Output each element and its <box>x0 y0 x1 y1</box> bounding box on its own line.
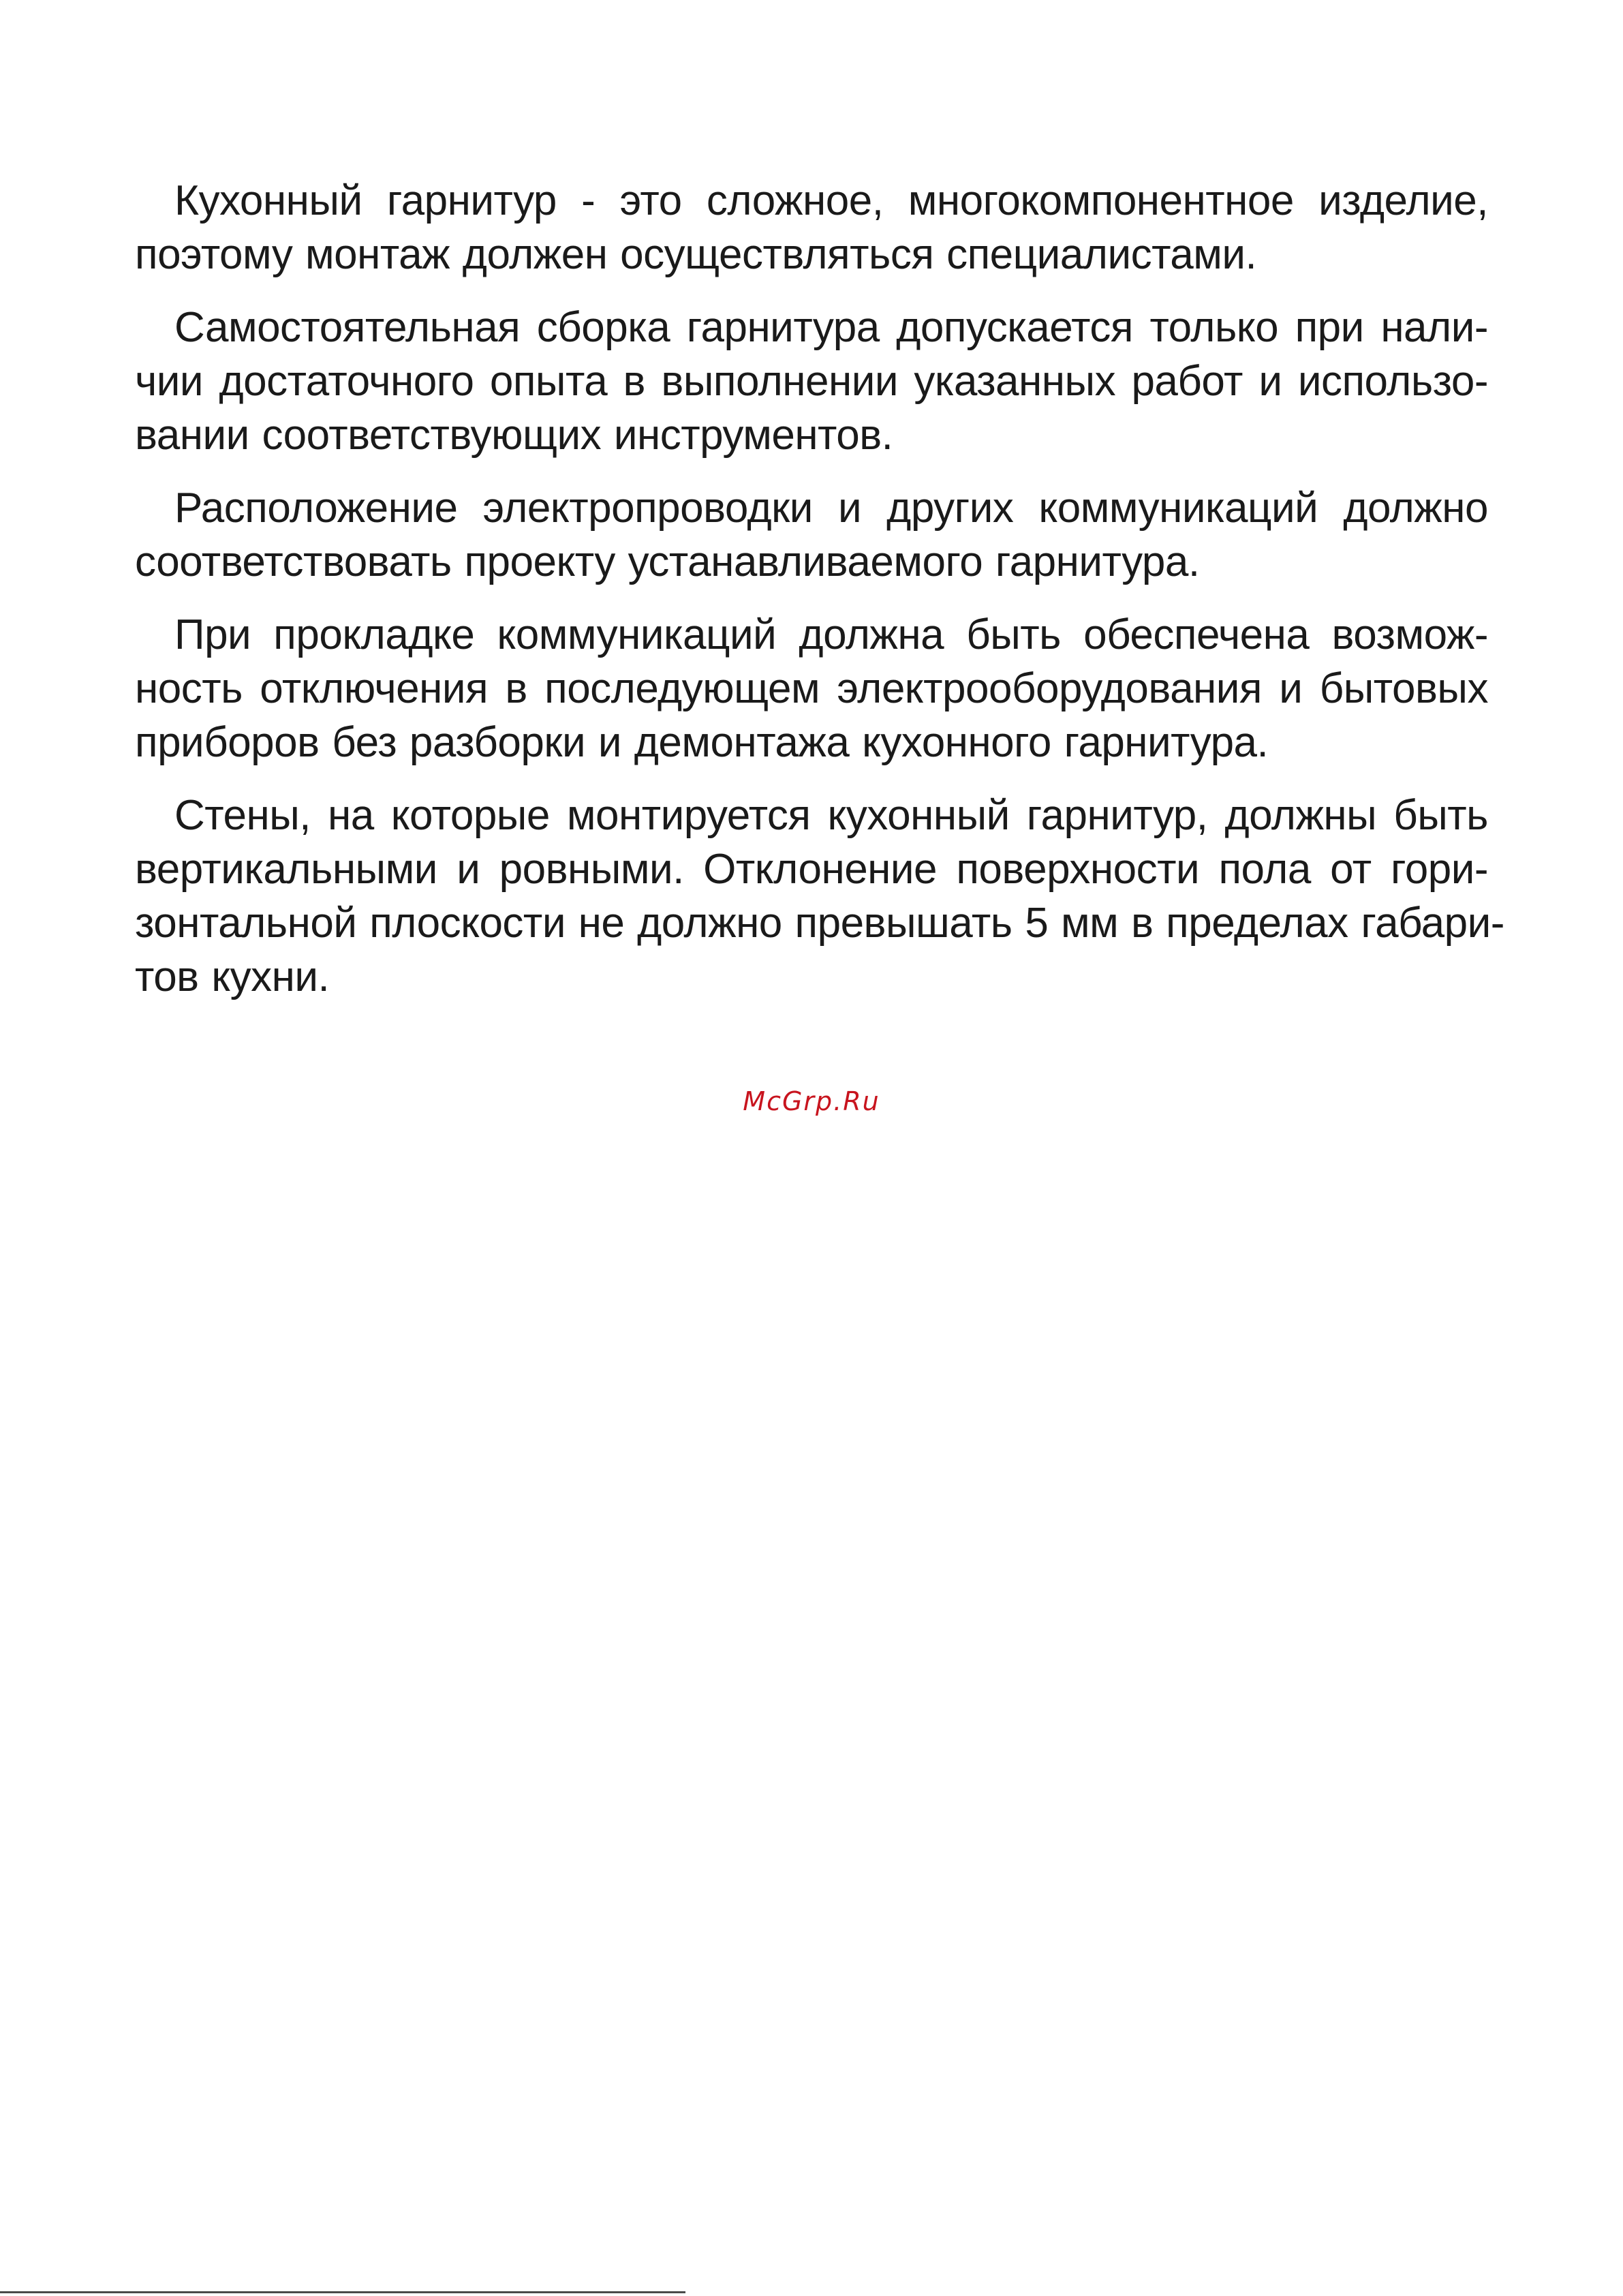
paragraph-line: поэтому монтаж должен осуществляться специалистами. <box>135 231 1257 278</box>
paragraph-line: вании соответствующих инструментов. <box>135 412 893 459</box>
paragraph-line: Расположение электропроводки и других коммуникаций должно <box>174 485 1488 532</box>
paragraph-line: соответствовать проекту устанавливаемого гарнитура. <box>135 538 1200 585</box>
paragraph-line: тов кухни. <box>135 953 330 1000</box>
paragraph-self-assembly <box>135 301 1488 462</box>
paragraph-wiring-layout <box>135 481 1488 589</box>
watermark[interactable]: McGrp.Ru <box>743 1086 880 1116</box>
paragraph-line: вертикальными и ровными. Отклонение поверхности пола от гори- <box>135 846 1488 893</box>
paragraph-communications <box>135 608 1488 769</box>
paragraph-line: ность отключения в последующем электрооборудования и бытовых <box>135 665 1488 712</box>
paragraph-assembly-by-specialists <box>135 174 1488 281</box>
body-text <box>135 174 1504 1023</box>
paragraph-line: Стены, на которые монтируется кухонный гарнитур, должны быть <box>174 792 1488 839</box>
paragraph-line: Самостоятельная сборка гарнитура допускается только при нали- <box>174 304 1488 351</box>
paragraph-line: чии достаточного опыта в выполнении указанных работ и использо- <box>135 358 1488 405</box>
paragraph-line: При прокладке коммуникаций должна быть обеспечена возмож- <box>174 611 1488 658</box>
bottom-divider <box>0 2291 685 2293</box>
paragraph-walls-and-floor <box>135 789 1504 1004</box>
paragraph-line: приборов без разборки и демонтажа кухонного гарнитура. <box>135 719 1269 766</box>
paragraph-line: зонтальной плоскости не должно превышать 5 мм в пределах габари- <box>135 900 1504 947</box>
paragraph-line: Кухонный гарнитур - это сложное, многокомпонентное изделие, <box>174 177 1488 224</box>
